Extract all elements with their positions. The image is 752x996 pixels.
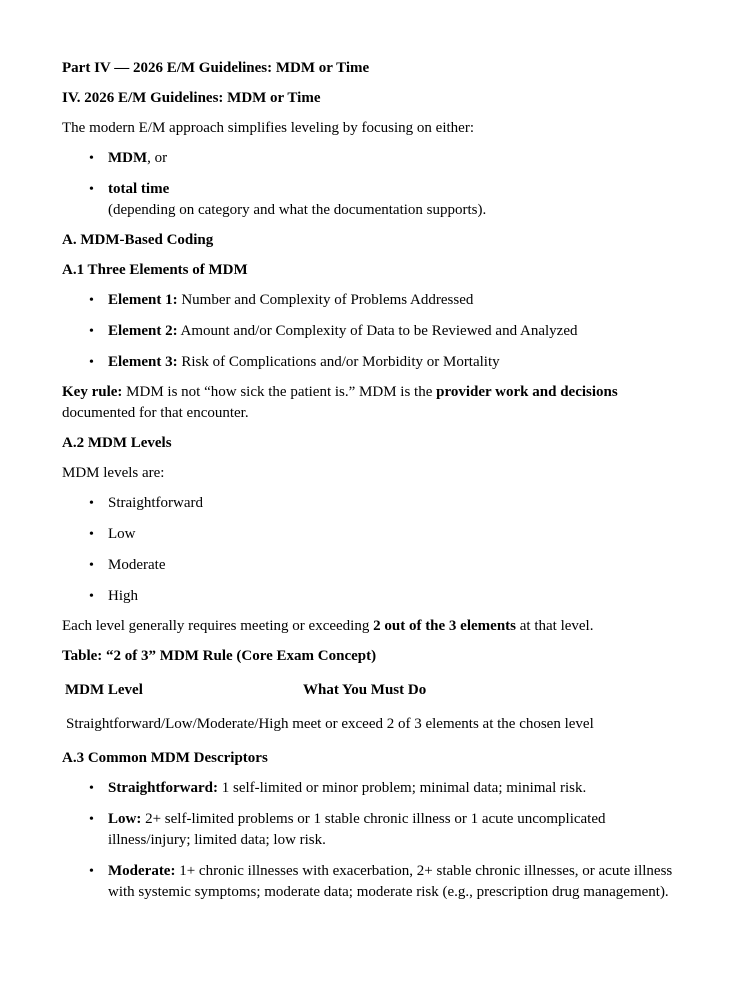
list-item-element-3 [62,352,690,373]
bullet-icon: • [89,324,94,339]
mdm-rest: , or [147,150,168,166]
total-time-note: (depending on category and what the documentation supports). [108,202,487,218]
bullet-icon: • [89,558,94,573]
key-rule-bold: provider work and decisions [436,384,618,400]
descriptor-label: Straightforward: [108,780,218,796]
level-rule-bold: 2 out of the 3 elements [373,618,516,634]
a2-heading: A.2 MDM Levels [62,435,172,451]
bullet-icon: • [89,151,94,166]
key-rule-label: Key rule: [62,384,123,400]
list-item-level-low [62,524,690,545]
level-label: Moderate [108,557,166,573]
a2-intro: MDM levels are: [62,465,165,481]
bullet-icon: • [89,527,94,542]
bullet-icon: • [89,496,94,511]
table-row [62,714,690,735]
table-cell-mdm-level: Straightforward/Low/Moderate/High [66,716,289,732]
list-item-mdm [62,148,690,169]
bullet-icon: • [89,812,94,827]
bullet-icon: • [89,589,94,604]
descriptor-text: 1+ chronic illnesses with exacerbation, 2+ stable chronic illnesses, or acute illness with systemic symptoms; moderate data; moderate risk (e.g., prescription drug management). [108,863,673,900]
element-2-label: Element 2: [108,323,178,339]
table-header-row [62,680,690,701]
element-3-label: Element 3: [108,354,178,370]
list-item-level-high [62,586,690,607]
element-2-text: Amount and/or Complexity of Data to be Reviewed and Analyzed [177,323,578,339]
level-label: High [108,588,138,604]
level-rule-paragraph [62,616,690,637]
list-item-descriptor-straightforward [62,778,690,799]
element-3-text: Risk of Complications and/or Morbidity or Mortality [177,354,500,370]
bullet-icon: • [89,182,94,197]
list-item-total-time [62,179,690,221]
mdm-label: MDM [108,150,148,166]
list-item-level-straightforward [62,493,690,514]
table-header-mdm-level: MDM Level [65,682,143,698]
part-title: Part IV — 2026 E/M Guidelines: MDM or Time [62,60,370,76]
intro-paragraph: The modern E/M approach simplifies leveling by focusing on either: [62,120,474,136]
focus-list [62,148,690,221]
key-rule-text-2: documented for that encounter. [62,405,249,421]
a3-heading: A.3 Common MDM Descriptors [62,750,268,766]
list-item-level-moderate [62,555,690,576]
element-1-text: Number and Complexity of Problems Addressed [177,292,474,308]
bullet-icon: • [89,864,94,879]
list-item-descriptor-low [62,809,690,851]
a1-heading: A.1 Three Elements of MDM [62,262,248,278]
descriptor-text: 1 self-limited or minor problem; minimal data; minimal risk. [217,780,587,796]
section-title: IV. 2026 E/M Guidelines: MDM or Time [62,90,321,106]
key-rule-paragraph [62,382,690,424]
bullet-icon: • [89,355,94,370]
descriptor-text: 2+ self-limited problems or 1 stable chronic illness or 1 acute uncomplicated illness/injury; limited data; low risk. [108,811,606,848]
level-rule-text-2: at that level. [516,618,594,634]
list-item-element-2 [62,321,690,342]
total-time-label: total time [108,181,170,197]
descriptors-list [62,778,690,903]
section-a-heading: A. MDM-Based Coding [62,232,214,248]
level-rule-text-1: Each level generally requires meeting or exceeding [62,618,374,634]
table-caption: Table: “2 of 3” MDM Rule (Core Exam Concept) [62,648,377,664]
elements-list [62,290,690,373]
descriptor-label: Moderate: [108,863,176,879]
list-item-descriptor-moderate [62,861,690,903]
level-label: Low [108,526,136,542]
table-header-what-you-must-do: What You Must Do [303,682,427,698]
list-item-element-1 [62,290,690,311]
descriptor-label: Low: [108,811,142,827]
element-1-label: Element 1: [108,292,178,308]
mdm-levels-list [62,493,690,607]
table-cell-what-you-must-do: meet or exceed 2 of 3 elements at the chosen level [292,716,594,732]
bullet-icon: • [89,781,94,796]
level-label: Straightforward [108,495,203,511]
bullet-icon: • [89,293,94,308]
key-rule-text-1: MDM is not “how sick the patient is.” MDM is the [122,384,437,400]
